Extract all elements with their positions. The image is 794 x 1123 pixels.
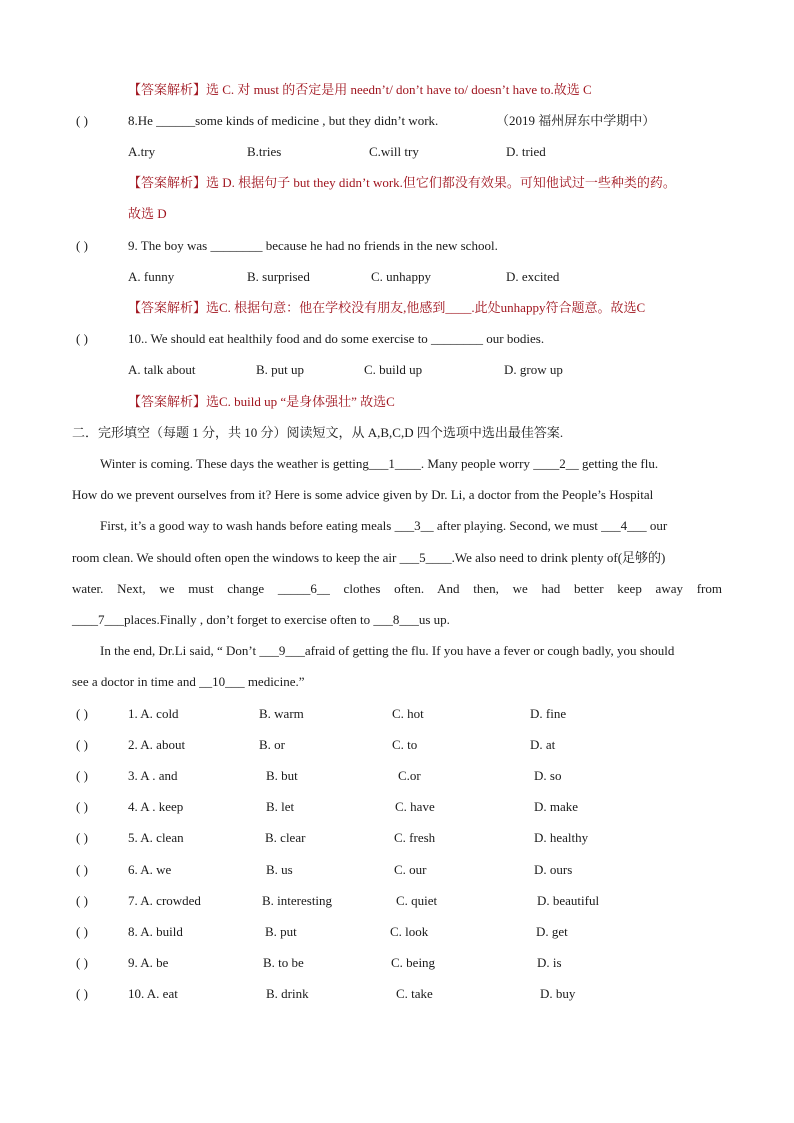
answer-bracket: ( ) [76, 893, 88, 908]
question-8-source: （2019 福州屏东中学期中） [496, 113, 656, 128]
option-d: D. healthy [534, 830, 589, 845]
option-c: C. quiet [396, 893, 438, 908]
option-b: B. but [266, 768, 298, 783]
option-a: 7. A. crowded [128, 893, 201, 908]
option-b: B. to be [263, 955, 304, 970]
answer-bracket: ( ) [76, 799, 88, 814]
question-10-option-d: D. grow up [504, 362, 563, 377]
question-9-option-c: C. unhappy [371, 269, 431, 284]
passage-line-8: see a doctor in time and __10___ medicine.” [72, 674, 305, 689]
passage-line-4: room clean. We should often open the windows to keep the air ___5____.We also need to drink plenty of(足够的) [72, 550, 666, 565]
passage-line-5: water. Next, we must change _____6__ clothes often. And then, we had better keep away from [72, 581, 722, 596]
option-d: D. fine [530, 706, 567, 721]
question-8-option-b: B.tries [247, 144, 282, 159]
question-8-option-d: D. tried [506, 144, 546, 159]
answer-bracket-8: ( ) [76, 113, 88, 128]
option-a: 4. A . keep [128, 799, 184, 814]
option-a: 9. A. be [128, 955, 169, 970]
passage-line-1: Winter is coming. These days the weather is getting___1____. Many people worry ____2__ getting the flu. [100, 456, 659, 471]
option-d: D. buy [540, 986, 576, 1001]
answer-bracket: ( ) [76, 737, 88, 752]
answer-bracket: ( ) [76, 955, 88, 970]
answer-bracket: ( ) [76, 768, 88, 783]
passage-line-2: How do we prevent ourselves from it? Here is some advice given by Dr. Li, a doctor from the People’s Hospital [72, 487, 654, 502]
question-10-stem: 10.. We should eat healthily food and do some exercise to ________ our bodies. [128, 331, 545, 346]
option-a: 3. A . and [128, 768, 178, 783]
option-d: D. so [534, 768, 562, 783]
answer-bracket: ( ) [76, 862, 88, 877]
option-a: 1. A. cold [128, 706, 179, 721]
option-b: B. drink [266, 986, 309, 1001]
section-heading-cloze: 二．完形填空（每题 1 分，共 10 分）阅读短文，从 A,B,C,D 四个选项中选出最佳答案. [72, 425, 564, 440]
question-9-option-d: D. excited [506, 269, 560, 284]
option-d: D. ours [534, 862, 573, 877]
answer-explanation-7: 【答案解析】选 C. 对 must 的否定是用 needn’t/ don’t have to/ doesn’t have to.故选 C [128, 82, 592, 97]
passage-line-3: First, it’s a good way to wash hands before eating meals ___3__ after playing. Second, we must ___4___ our [100, 518, 668, 533]
question-8-option-c: C.will try [369, 144, 419, 159]
option-b: B. interesting [262, 893, 333, 908]
option-a: 5. A. clean [128, 830, 184, 845]
question-8-option-a: A.try [128, 144, 156, 159]
option-c: C. have [395, 799, 435, 814]
option-d: D. get [536, 924, 568, 939]
answer-bracket-9: ( ) [76, 238, 88, 253]
option-d: D. beautiful [537, 893, 600, 908]
option-c: C. fresh [394, 830, 436, 845]
option-d: D. at [530, 737, 556, 752]
answer-explanation-9: 【答案解析】选C. 根据句意：他在学校没有朋友,他感到____.此处unhappy符合题意。故选C [128, 300, 646, 315]
passage-line-7: In the end, Dr.Li said, “ Don’t ___9___afraid of getting the flu. If you have a fever or cough badly, you should [100, 643, 675, 658]
answer-explanation-8-line1: 【答案解析】选 D. 根据句子 but they didn’t work.但它们都没有效果。可知他试过一些种类的药。 [128, 175, 676, 190]
answer-bracket: ( ) [76, 986, 88, 1001]
option-c: C.or [398, 768, 421, 783]
option-b: B. or [259, 737, 285, 752]
answer-explanation-8-line2: 故选 D [128, 206, 167, 221]
option-b: B. us [266, 862, 293, 877]
answer-bracket: ( ) [76, 924, 88, 939]
option-a: 8. A. build [128, 924, 183, 939]
question-10-option-b: B. put up [256, 362, 305, 377]
question-10-option-c: C. build up [364, 362, 423, 377]
answer-bracket: ( ) [76, 830, 88, 845]
option-b: B. let [266, 799, 295, 814]
option-a: 10. A. eat [128, 986, 178, 1001]
question-9-option-a: A. funny [128, 269, 175, 284]
option-a: 6. A. we [128, 862, 172, 877]
answer-bracket: ( ) [76, 706, 88, 721]
option-c: C. hot [392, 706, 424, 721]
option-c: C. our [394, 862, 427, 877]
option-b: B. clear [265, 830, 306, 845]
option-b: B. put [265, 924, 297, 939]
option-c: C. being [391, 955, 436, 970]
option-c: C. take [396, 986, 433, 1001]
answer-bracket-10: ( ) [76, 331, 88, 346]
option-d: D. make [534, 799, 579, 814]
answer-explanation-10: 【答案解析】选C. build up “是身体强壮” 故选C [128, 394, 395, 409]
question-8-stem: 8.He ______some kinds of medicine , but they didn’t work. [128, 113, 439, 128]
passage-line-6: ____7___places.Finally , don’t forget to exercise often to ___8___us up. [72, 612, 450, 627]
option-d: D. is [537, 955, 562, 970]
option-c: C. to [392, 737, 418, 752]
question-10-option-a: A. talk about [128, 362, 196, 377]
question-9-option-b: B. surprised [247, 269, 310, 284]
option-a: 2. A. about [128, 737, 186, 752]
option-b: B. warm [259, 706, 304, 721]
question-9-stem: 9. The boy was ________ because he had no friends in the new school. [128, 238, 498, 253]
option-c: C. look [390, 924, 429, 939]
